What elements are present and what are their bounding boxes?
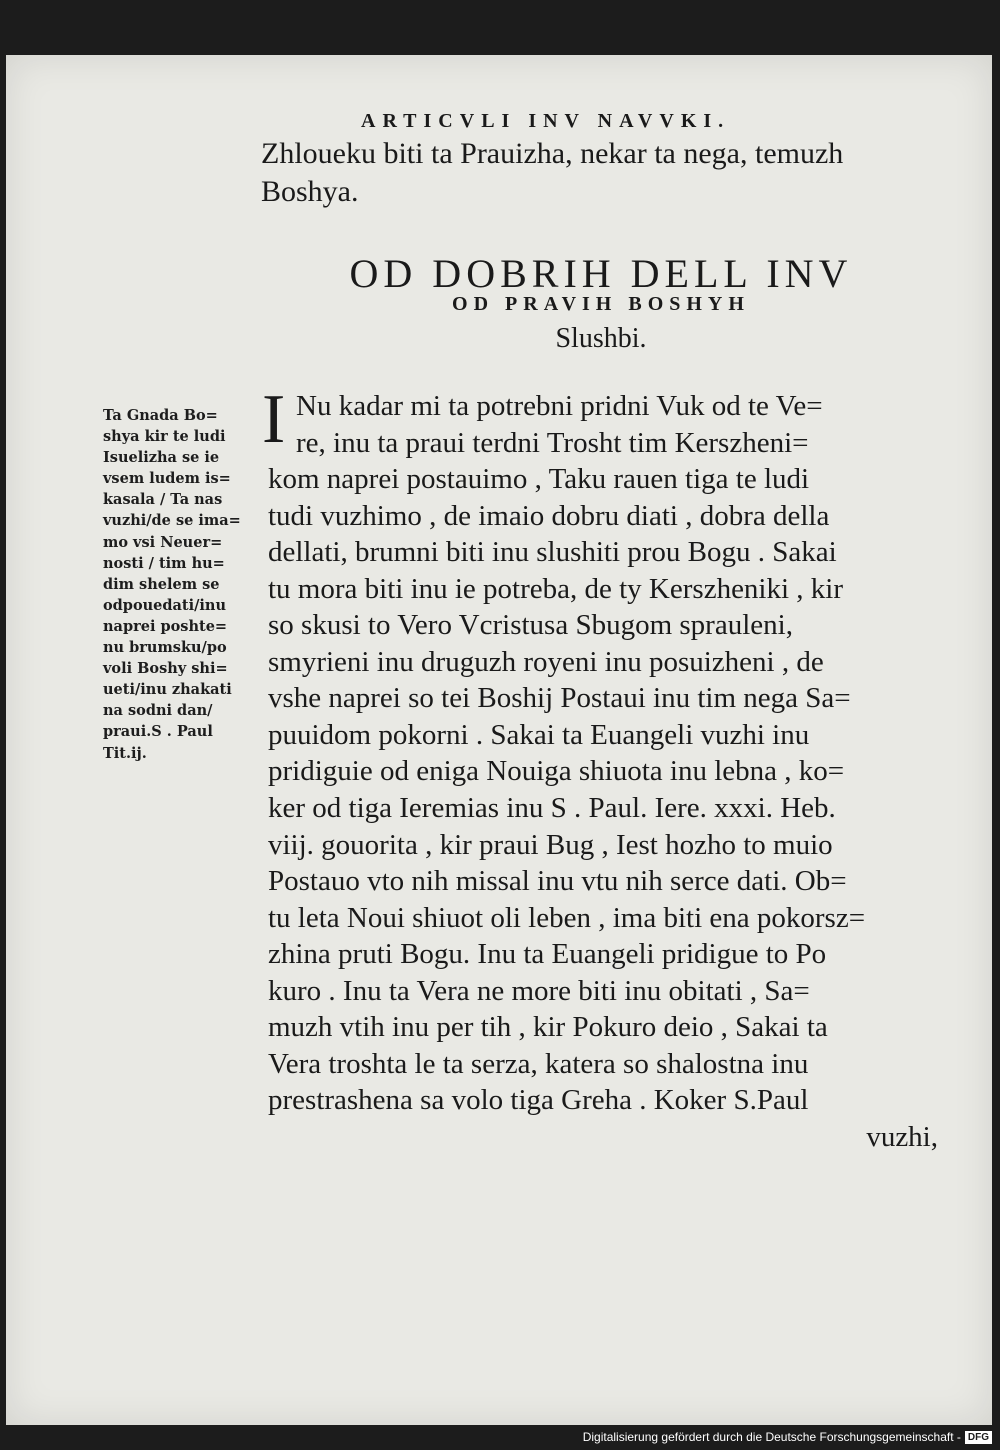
body-line: Postauo vto nih missal inu vtu nih serce dati. Ob= (268, 865, 847, 898)
body-line: vshe naprei so tei Boshij Postaui inu tim nega Sa= (268, 682, 851, 715)
body-line: so skusi to Vero Vcristusa Sbugom sprauleni, (268, 609, 793, 642)
margin-note-line: nosti / tim hu= (103, 554, 225, 572)
margin-note-line: ueti/inu zhakati (103, 681, 232, 699)
section-subtitle: OD PRAVIH BOSHYH (452, 293, 750, 315)
margin-note-line: shya kir te ludi (103, 428, 226, 446)
footer-credit (583, 1430, 992, 1444)
body-line: re, inu ta praui terdni Trosht tim Kerszheni= (296, 426, 809, 459)
body-line: prestrashena sa volo tiga Greha . Koker S.Paul (268, 1084, 809, 1117)
section-title: OD DOBRIH DELL INV (349, 251, 853, 296)
book-page (6, 55, 992, 1425)
margin-note-line: na sodni dan/ (103, 702, 213, 720)
body-line: puuidom pokorni . Sakai ta Euangeli vuzhi inu (268, 718, 810, 751)
body-line: tudi vuzhimo , de imaio dobru diati , dobra della (268, 499, 830, 532)
body-line: pridiguie od eniga Nouiga shiuota inu lebna , ko= (268, 755, 845, 788)
margin-note-line: dim shelem se (103, 575, 220, 593)
section-subtitle-2: Slushbi. (555, 323, 647, 354)
body-line: tu mora biti inu ie potreba, de ty Kerszheniki , kir (268, 572, 844, 605)
margin-note-line: mo vsi Neuer= (103, 533, 223, 551)
body-line: tu leta Noui shiuot oli leben , ima biti ena pokorsz= (268, 901, 866, 934)
body-line: ker od tiga Ieremias inu S . Paul. Iere. xxxi. Heb. (268, 792, 836, 825)
margin-note-line: Tit.ij. (103, 744, 147, 762)
body-line: zhina pruti Bogu. Inu ta Euangeli pridigue to Po (268, 938, 827, 971)
intro-paragraph (261, 135, 941, 211)
margin-note-line: Ta Gnada Bo= (103, 407, 218, 424)
margin-note (103, 405, 268, 764)
intro-line: Boshya. (261, 175, 359, 208)
margin-note-line: Isuelizha se ie (103, 449, 220, 467)
body-line: smyrieni inu druguzh royeni inu posuizheni , de (268, 645, 824, 678)
margin-note-line: kasala / Ta nas (103, 491, 223, 509)
body-text (268, 388, 938, 1155)
dfg-logo: DFG (965, 1431, 992, 1444)
body-line: viij. gouorita , kir praui Bug , Iest hozho to muio (268, 828, 833, 861)
body-line: kom naprei postauimo , Taku rauen tiga te ludi (268, 463, 810, 496)
footer-text: Digitalisierung gefördert durch die Deutsche Forschungsgemeinschaft - (582, 1430, 961, 1444)
margin-note-line: nu brumsku/po (103, 639, 227, 657)
body-line: dellati, brumni biti inu slushiti prou Bogu . Sakai (268, 536, 837, 569)
body-line: Vera troshta le ta serza, katera so shalostna inu (268, 1047, 809, 1080)
margin-note-line: praui.S . Paul (103, 723, 213, 741)
running-head: ARTICVLI INV NAVVKI. (361, 110, 731, 132)
margin-note-line: odpouedati/inu (103, 596, 227, 614)
initial-letter: I (262, 381, 286, 458)
body-line: kuro . Inu ta Vera ne more biti inu obitati , Sa= (268, 974, 810, 1007)
body-line: muzh vtih inu per tih , kir Pokuro deio , Sakai ta (268, 1011, 828, 1044)
intro-line: Zhloueku biti ta Prauizha, nekar ta nega, temuzh (261, 137, 844, 170)
body-line: Nu kadar mi ta potrebni pridni Vuk od te Ve= (296, 390, 823, 422)
margin-note-line: naprei poshte= (103, 617, 228, 635)
catchword: vuzhi, (866, 1120, 938, 1153)
margin-note-line: vuzhi/de se ima= (103, 512, 241, 530)
margin-note-line: voli Boshy shi= (103, 660, 228, 678)
margin-note-line: vsem ludem is= (103, 470, 231, 488)
